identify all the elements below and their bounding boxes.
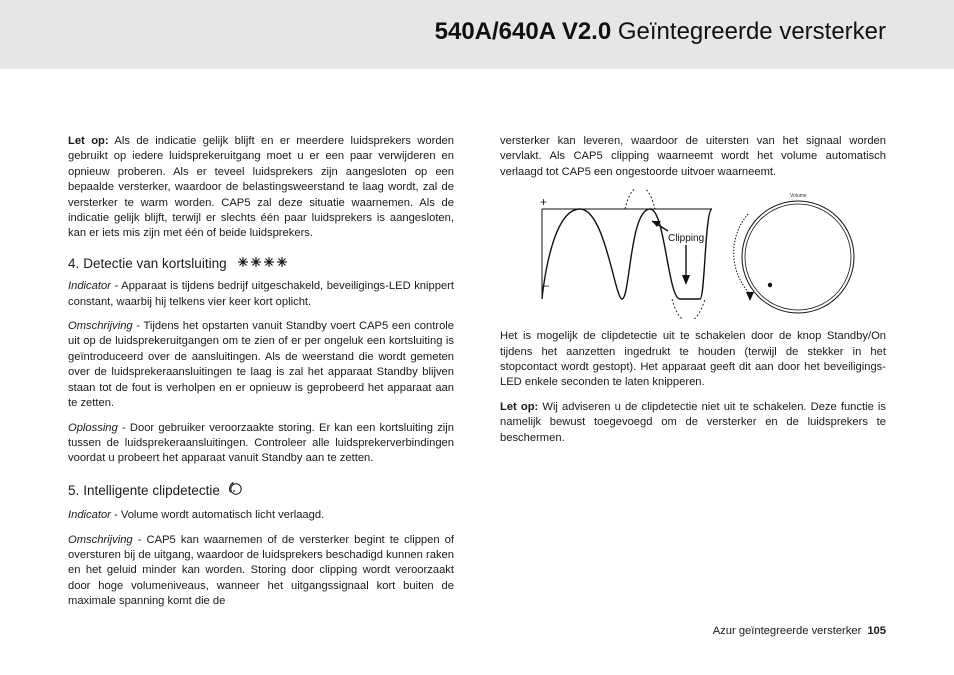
clip-paragraph: versterker kan leveren, waardoor de uitersten van het signaal worden vervlakt. Als CAP5 clipping waarneemt wordt het volume automatisch verlaagd tot CAP5 een ongestoorde uitvoer waarneemt. [500, 135, 886, 178]
note-text: Wij adviseren u de clipdetectie niet uit te schakelen. Deze functie is namelijk bewust toegevoegd om de versterker en de luidsprekers te beschermen. [500, 400, 886, 444]
indicator-paragraph [68, 508, 454, 523]
minus-sign: – [542, 278, 549, 293]
solution-label: Oplossing [68, 421, 118, 434]
indicator-label: Indicator [68, 280, 111, 293]
note-label: Let op: [68, 135, 109, 147]
section-number: 5. [68, 482, 80, 498]
page-footer [713, 625, 886, 637]
section-heading-clip-detection [68, 481, 454, 500]
disable-paragraph: Het is mogelijk de clipdetectie uit te schakelen door de knop Standby/On tijdens het aanzetten ingedrukt te houden (terwijl de stekker in het stopcontact wordt gestopt). Het apparaat geeft dit aan door het beveiligings-LED enkele seconden te laten knipperen. [500, 330, 886, 389]
volume-knob-inner [745, 204, 851, 310]
clipping-label: Clipping [668, 233, 705, 245]
note-label: Let op: [500, 400, 539, 413]
section-title: Detectie van kortsluiting [83, 255, 227, 271]
solution-paragraph [68, 421, 454, 467]
note-text: Als de indicatie gelijk blijft en er meerdere luidsprekers worden gebruikt op iedere luidsprekeruitgang moet u er een paar verwijderen en opnieuw proberen. Als er teveel luidsprekers zijn aangesloten op een bepaalde versterker, waardoor de belastingsweerstand te laag wordt, zal de versterker te warm worden. CAP5 zal deze situatie waarnemen. Als de indicatie gelijk blijft, terwijl er slechts één paar luidsprekers is aangesloten, kan er iets mis zijn met één of beide luidsprekers. [68, 135, 454, 240]
rotation-arrow-icon [746, 292, 754, 301]
note-paragraph [500, 400, 886, 446]
overshoot-top [625, 189, 655, 209]
indicator-paragraph [68, 279, 454, 310]
description-text: - CAP5 kan waarnemen of de versterker begint te clippen of oversturen bij de uitgang, waardoor de luidsprekers beschadigd kunnen raken en het geluid minder kan worden. Storing door clipping wordt veroorzaakt door hoge volumeniveaus, wanneer het uitgangssignaal kort buiten de maximale spanning komt die de [68, 533, 454, 608]
page-title [435, 18, 886, 46]
overshoot-bottom [672, 299, 705, 319]
volume-rotate-icon [228, 481, 244, 500]
volume-knob-label: Volume [790, 193, 807, 200]
page-number: 105 [867, 625, 886, 637]
clipping-diagram [500, 189, 886, 319]
description-label: Omschrijving [68, 533, 133, 546]
page-header [0, 0, 954, 69]
arrow-head-down [682, 275, 690, 285]
description-text: - Tijdens het opstarten vanuit Standby voert CAP5 een controle uit op de luidsprekeruitgangen om te zien of er per ongeluk een kortsluiting is geïntroduceerd over de aansluitingen. Als de weerstand die wordt gemeten over de luidsprekeraansluitingen te laag is zal het apparaat Standby blijven staan tot de fout is verholpen en er opnieuw is geprobeerd het apparaat aan te zetten. [68, 320, 454, 410]
indicator-text: - Volume wordt automatisch licht verlaagd. [110, 509, 325, 522]
note-paragraph [68, 134, 454, 242]
footer-title: Azur geïntegreerde versterker [712, 625, 862, 637]
solution-text: - Door gebruiker veroorzaakte storing. Er kan een kortsluiting zijn tussen de luidsprekeraansluitingen. Controleer alle luidsprekerverbindingen voordat u probeert het apparaat vanuit Standby aan te zetten. [68, 421, 454, 465]
model-name: 540A/640A V2.0 [434, 18, 612, 45]
section-number: 4. [68, 255, 80, 271]
volume-knob-dot [768, 283, 772, 287]
product-type: Geïntegreerde versterker [617, 18, 886, 45]
clipping-waveform-illustration [500, 189, 886, 319]
section-heading-short-circuit [68, 256, 454, 271]
volume-knob-outer [742, 201, 854, 313]
left-column [68, 134, 454, 619]
description-paragraph [68, 319, 454, 411]
right-column [500, 134, 886, 455]
short-circuit-flash-icon [237, 256, 289, 271]
indicator-text: - Apparaat is tijdens bedrijf uitgeschakeld, beveiligings-LED knippert constant, waarbij hij telkens vier keer kort oplicht. [68, 280, 454, 308]
section-title: Intelligente clipdetectie [83, 482, 220, 498]
description-paragraph [68, 533, 454, 610]
indicator-label: Indicator [68, 509, 111, 522]
plus-sign: + [540, 195, 548, 210]
description-label: Omschrijving [68, 320, 133, 333]
